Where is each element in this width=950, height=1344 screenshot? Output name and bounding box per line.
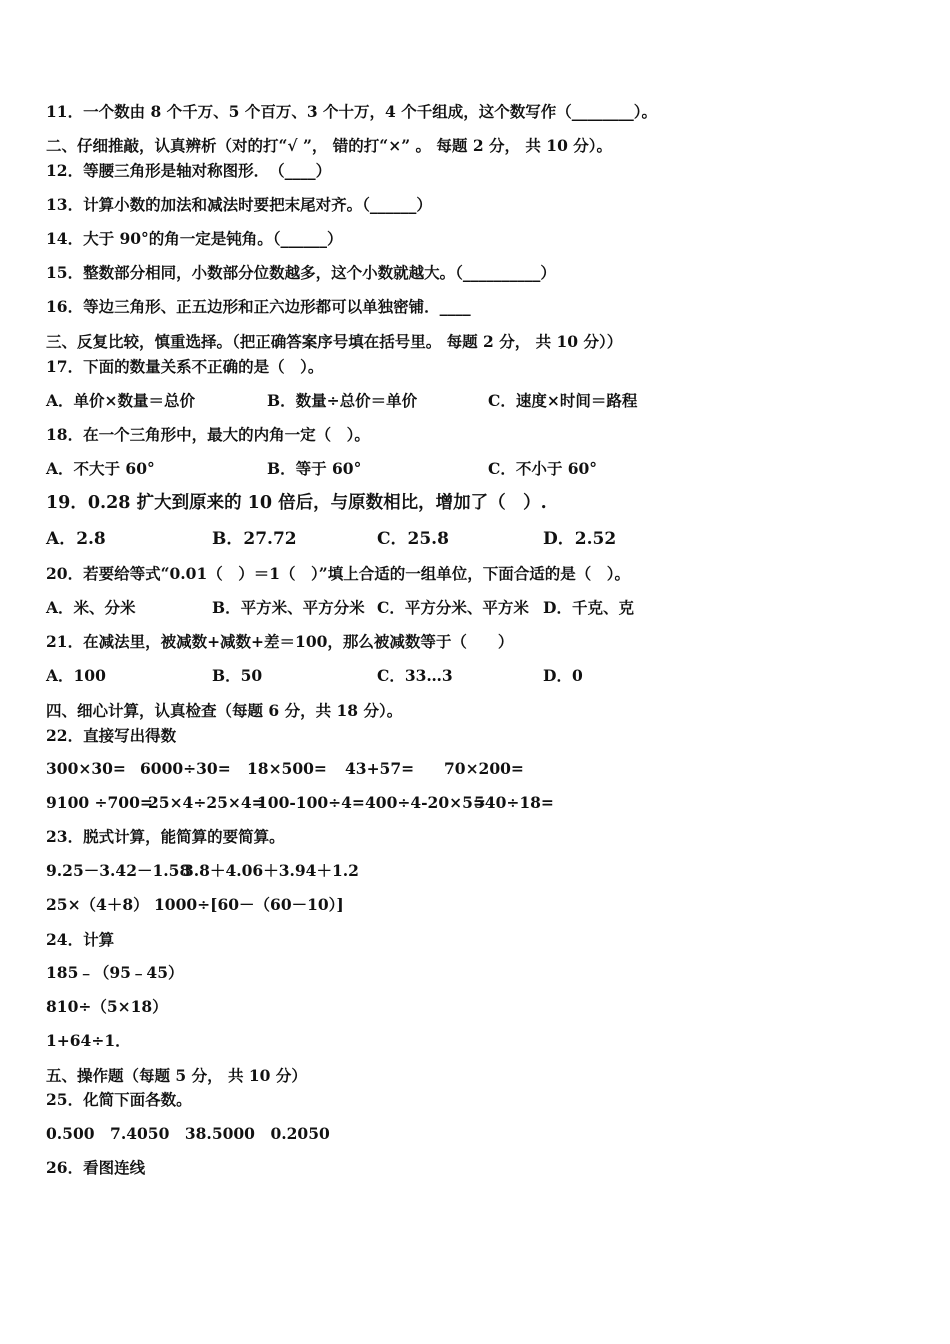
question-21-options xyxy=(46,666,906,686)
option-c: C．33…3 xyxy=(377,666,453,685)
calc-item: 70×200= xyxy=(444,759,524,778)
calc-item: 100-100÷4= xyxy=(257,793,365,812)
option-b: B．27.72 xyxy=(212,529,297,549)
question-16: 16．等边三角形、正五边形和正六边形都可以单独密铺．____ xyxy=(46,297,471,316)
option-a: A．单价×数量＝总价 xyxy=(46,391,196,410)
calc-item: 9.25－3.42－1.58 xyxy=(46,861,191,880)
question-15: 15．整数部分相同，小数部分位数越多，这个小数就越大。（__________） xyxy=(46,263,556,282)
option-d: D．2.52 xyxy=(543,529,617,549)
question-22-row-1 xyxy=(46,759,906,779)
calc-item: 9100 ÷700= xyxy=(46,793,153,812)
question-14: 14．大于 90°的角一定是钝角。（______） xyxy=(46,229,343,248)
section-3-heading: 三、反复比较，慎重选择。（把正确答案序号填在括号里。 每题 2 分， 共 10 分）） xyxy=(46,332,623,351)
option-c: C．速度×时间＝路程 xyxy=(488,391,638,410)
question-20: 20．若要给等式“0.01（ ）＝1（ ）”填上合适的一组单位，下面合适的是（ ）。 xyxy=(46,564,630,583)
option-c: C．不小于 60° xyxy=(488,459,598,478)
question-21: 21．在减法里，被减数+减数+差＝100，那么被减数等于（ ） xyxy=(46,632,514,651)
question-22: 22．直接写出得数 xyxy=(46,726,177,745)
question-19-options xyxy=(46,529,906,549)
question-20-options xyxy=(46,598,906,618)
option-d: D．千克、克 xyxy=(543,598,634,617)
question-23-row-2 xyxy=(46,895,906,915)
question-24-item-3: 1+64÷1． xyxy=(46,1031,131,1050)
calc-item: 18×500= xyxy=(247,759,327,778)
question-24-item-2: 810÷（5×18） xyxy=(46,997,168,1016)
section-5-heading: 五、操作题（每题 5 分， 共 10 分） xyxy=(46,1066,307,1085)
question-22-row-2 xyxy=(46,793,906,813)
calc-item: 3.8＋4.06＋3.94＋1.2 xyxy=(183,861,359,880)
question-18: 18．在一个三角形中，最大的内角一定（ ）。 xyxy=(46,425,370,444)
calc-item: 25×4÷25×4= xyxy=(148,793,265,812)
question-17: 17．下面的数量关系不正确的是（ ）。 xyxy=(46,357,324,376)
question-25: 25．化简下面各数。 xyxy=(46,1090,192,1109)
question-18-options xyxy=(46,459,906,479)
option-b: B．数量÷总价＝单价 xyxy=(267,391,418,410)
question-13: 13．计算小数的加法和减法时要把末尾对齐。（______） xyxy=(46,195,432,214)
section-2-heading: 二、仔细推敲，认真辨析（对的打“√ ”， 错的打“×” 。 每题 2 分， 共 10 分）。 xyxy=(46,136,613,155)
section-4-heading: 四、细心计算，认真检查（每题 6 分，共 18 分）。 xyxy=(46,701,403,720)
option-d: D．0 xyxy=(543,666,583,685)
question-23-row-1 xyxy=(46,861,906,881)
option-a: A．100 xyxy=(46,666,106,685)
option-a: A．2.8 xyxy=(46,529,106,549)
question-17-options xyxy=(46,391,906,411)
question-25-numbers: 0.500 7.4050 38.5000 0.2050 xyxy=(46,1124,330,1143)
calc-item: 400÷4-20×5= xyxy=(365,793,486,812)
option-c: C．平方分米、平方米 xyxy=(377,598,529,617)
question-24-item-1: 185﹣（95﹣45） xyxy=(46,963,184,982)
option-b: B．50 xyxy=(212,666,263,685)
calc-item: 25×（4＋8） xyxy=(46,895,149,914)
calc-item: 1000÷[60－（60－10）] xyxy=(154,895,344,914)
question-26: 26．看图连线 xyxy=(46,1158,146,1177)
option-a: A．不大于 60° xyxy=(46,459,155,478)
question-12: 12．等腰三角形是轴对称图形． （____） xyxy=(46,161,332,180)
calc-item: 540÷18= xyxy=(474,793,554,812)
calc-item: 300×30= xyxy=(46,759,126,778)
question-24: 24．计算 xyxy=(46,930,115,949)
option-b: B．等于 60° xyxy=(267,459,362,478)
question-19: 19．0.28 扩大到原来的 10 倍后，与原数相比，增加了（ ）. xyxy=(46,493,547,513)
question-23: 23．脱式计算，能简算的要简算。 xyxy=(46,827,285,846)
question-11: 11．一个数由 8 个千万、5 个百万、3 个十万，4 个千组成，这个数写作（________）。 xyxy=(46,102,657,121)
option-a: A．米、分米 xyxy=(46,598,136,617)
option-b: B．平方米、平方分米 xyxy=(212,598,365,617)
calc-item: 43+57= xyxy=(345,759,415,778)
option-c: C．25.8 xyxy=(377,529,449,549)
calc-item: 6000÷30= xyxy=(140,759,231,778)
